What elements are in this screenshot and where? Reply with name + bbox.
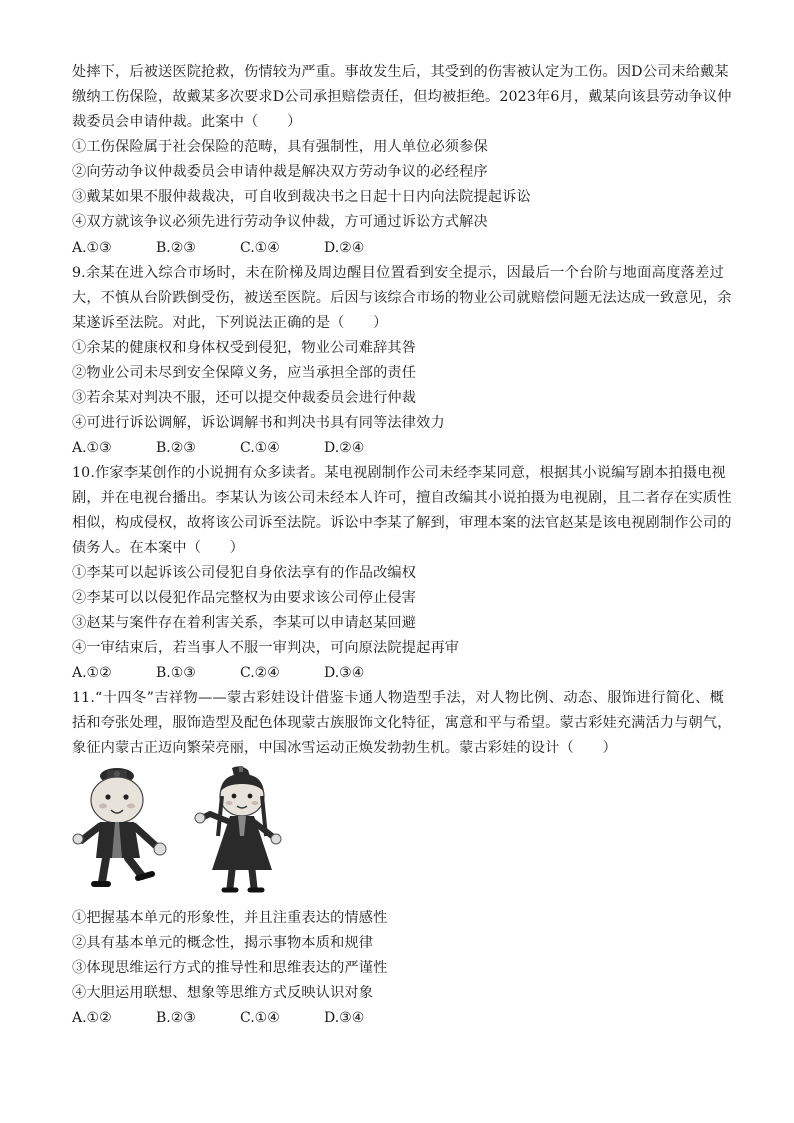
q10-choice-3: ③赵某与案件存在着利害关系，李某可以申请赵某回避 (72, 615, 417, 631)
q10-choice-2: ②李某可以以侵犯作品完整权为由要求该公司停止侵害 (72, 590, 417, 606)
q11-line-2: 括和夸张处理，服饰造型及配色体现蒙古族服饰文化特征，寓意和平与希望。蒙古彩娃充满活力与朝气， (72, 715, 732, 731)
mascot-illustration (72, 766, 312, 896)
q9-line-2: 大，不慎从台阶跌倒受伤，被送至医院。后因与该综合市场的物业公司就赔偿问题无法达成一致意见，余 (72, 290, 732, 306)
q11-option-b[interactable]: B.②③ (156, 1010, 196, 1026)
q9-option-a[interactable]: A.①③ (72, 440, 112, 456)
q8-choice-3: ③戴某如果不服仲裁裁决，可自收到裁决书之日起十日内向法院提起诉讼 (72, 189, 531, 205)
q10-choice-4: ④一审结束后，若当事人不服一审判决，可向原法院提起再审 (72, 640, 460, 656)
q9-choice-4: ④可进行诉讼调解，诉讼调解书和判决书具有同等法律效力 (72, 415, 445, 431)
q11-options (72, 1008, 364, 1028)
q9-choice-2: ②物业公司未尽到安全保障义务，应当承担全部的责任 (72, 365, 417, 381)
q8-option-a[interactable]: A.①③ (72, 240, 112, 256)
q8-line-2: 缴纳工伤保险，故戴某多次要求D公司承担赔偿责任，但均被拒绝。2023年6月，戴某向该县劳动争议仲 (72, 89, 732, 105)
q11-line-3: 象征内蒙古正迈向繁荣亮丽，中国冰雪运动正焕发勃勃生机。蒙古彩娃的设计（ ） (72, 740, 617, 756)
q9-line-1: 9.余某在进入综合市场时，未在阶梯及周边醒目位置看到安全提示，因最后一个台阶与地面高度落差过 (72, 265, 724, 281)
q11-option-c[interactable]: C.①④ (240, 1010, 280, 1026)
boy-mascot-figure (73, 768, 166, 884)
q10-option-a[interactable]: A.①② (72, 665, 112, 681)
girl-mascot-figure (195, 766, 281, 890)
q8-option-c[interactable]: C.①④ (240, 240, 280, 256)
q10-choice-1: ①李某可以起诉该公司侵犯自身依法享有的作品改编权 (72, 565, 417, 581)
q10-option-d[interactable]: D.③④ (324, 665, 365, 681)
q10-line-2: 剧，并在电视台播出。李某认为该公司未经本人许可，擅自改编其小说拍摄为电视剧，且二者存在实质性 (72, 490, 732, 506)
q10-option-c[interactable]: C.②④ (240, 665, 280, 681)
q11-choice-1: ①把握基本单元的形象性，并且注重表达的情感性 (72, 910, 388, 926)
q9-option-c[interactable]: C.①④ (240, 440, 280, 456)
q10-line-1: 10.作家李某创作的小说拥有众多读者。某电视剧制作公司未经李某同意，根据其小说编写剧本拍摄电视 (72, 465, 726, 481)
q11-option-d[interactable]: D.③④ (324, 1010, 365, 1026)
q8-line-1: 处摔下，后被送医院抢救，伤情较为严重。事故发生后，其受到的伤害被认定为工伤。因D公司未给戴某 (72, 64, 729, 80)
q9-option-d[interactable]: D.②④ (324, 440, 365, 456)
q8-options (72, 238, 364, 258)
q11-line-1: 11.“十四冬”吉祥物——蒙古彩娃设计借鉴卡通人物造型手法，对人物比例、动态、服饰进行简化、概 (72, 690, 724, 706)
q11-choice-2: ②具有基本单元的概念性，揭示事物本质和规律 (72, 935, 374, 951)
q11-choice-4: ④大胆运用联想、想象等思维方式反映认识对象 (72, 985, 374, 1001)
q9-choice-3: ③若余某对判决不服，还可以提交仲裁委员会进行仲裁 (72, 390, 417, 406)
q9-options (72, 438, 364, 458)
q10-line-3: 相似，构成侵权，故将该公司诉至法院。诉讼中李某了解到，审理本案的法官赵某是该电视剧制作公司的 (72, 515, 732, 531)
q10-option-b[interactable]: B.①③ (156, 665, 196, 681)
q8-line-3: 裁委员会申请仲裁。此案中（ ） (72, 114, 302, 130)
q10-line-4: 债务人。在本案中（ ） (72, 540, 245, 556)
q9-option-b[interactable]: B.②③ (156, 440, 196, 456)
q8-choice-1: ①工伤保险属于社会保险的范畴，具有强制性，用人单位必须参保 (72, 139, 488, 155)
q8-option-d[interactable]: D.②④ (324, 240, 365, 256)
q11-choice-3: ③体现思维运行方式的推导性和思维表达的严谨性 (72, 960, 388, 976)
q9-choice-1: ①余某的健康权和身体权受到侵犯，物业公司难辞其咎 (72, 340, 417, 356)
q11-option-a[interactable]: A.①② (72, 1010, 112, 1026)
q10-options (72, 663, 364, 683)
q8-choice-2: ②向劳动争议仲裁委员会申请仲裁是解决双方劳动争议的必经程序 (72, 164, 488, 180)
q8-choice-4: ④双方就该争议必须先进行劳动争议仲裁，方可通过诉讼方式解决 (72, 214, 488, 230)
q8-option-b[interactable]: B.②③ (156, 240, 196, 256)
q9-line-3: 某遂诉至法院。对此，下列说法正确的是（ ） (72, 315, 388, 331)
